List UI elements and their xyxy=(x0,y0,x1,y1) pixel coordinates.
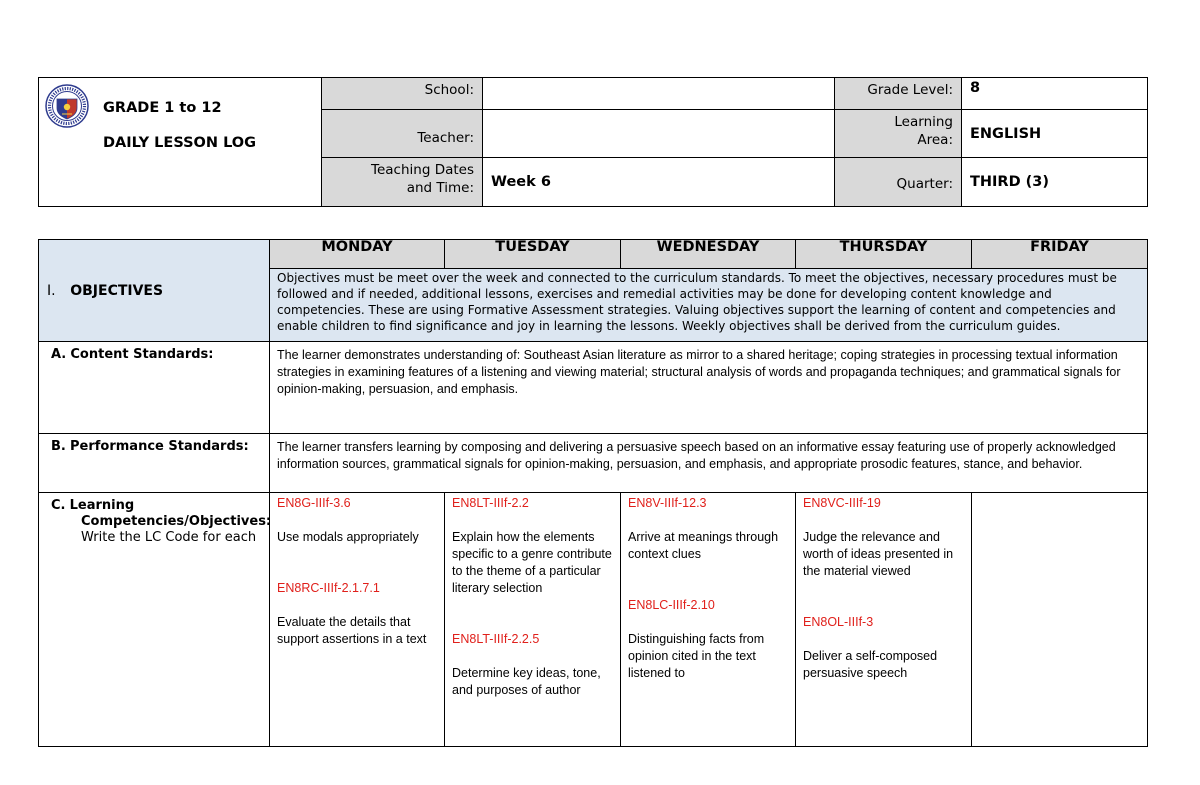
content-standards-title: Content Standards: xyxy=(70,347,214,362)
day-header-wednesday: WEDNESDAY xyxy=(621,240,796,269)
lc-code: EN8V-IIIf-12.3 xyxy=(628,496,707,510)
day-header-thursday: THURSDAY xyxy=(796,240,972,269)
teacher-field[interactable] xyxy=(483,110,835,158)
teaching-dates-field[interactable]: Week 6 xyxy=(483,158,835,207)
title-line-1: GRADE 1 to 12 xyxy=(103,100,222,116)
lc-code: EN8RC-IIIf-2.1.7.1 xyxy=(277,581,380,595)
objectives-heading xyxy=(39,240,270,342)
content-standards-letter: A. xyxy=(51,347,67,362)
content-standards-label xyxy=(39,342,270,434)
content-standards-text: The learner demonstrates understanding of: Southeast Asian literature as mirror to a shared heritage; coping strategies in processing textual information strategies in examining features of a listening and viewing material; structural analysis of words and propaganda techniques; and grammatical signals for opinion-making, persuasion, and emphasis. xyxy=(270,342,1148,434)
performance-standards-letter: B. xyxy=(51,439,66,454)
objectives-description: Objectives must be meet over the week and connected to the curriculum standards. To meet the objectives, necessary procedures must be followed and if needed, additional lessons, exercises and remedial activities may be done for developing content knowledge and competencies. These are using Formative Assessment strategies. Valuing objectives support the learning of content and competencies and enable children to find significance and joy in learning the lessons. Weekly objectives shall be derived from the curriculum guides. xyxy=(270,269,1148,342)
competencies-thursday xyxy=(796,493,972,747)
lc-text: Explain how the elements specific to a genre contribute to the theme of a particular literary selection xyxy=(452,530,612,595)
title-cell xyxy=(39,78,322,207)
learning-area-label-line2: Area: xyxy=(917,132,953,148)
learning-area-label xyxy=(835,110,962,158)
performance-standards-label xyxy=(39,434,270,493)
lc-text: Determine key ideas, tone, and purposes of author xyxy=(452,666,601,697)
competencies-tuesday xyxy=(445,493,621,747)
performance-standards-title: Performance Standards: xyxy=(70,439,249,454)
lc-text: Judge the relevance and worth of ideas presented in the material viewed xyxy=(803,530,954,578)
objectives-title: OBJECTIVES xyxy=(70,282,164,299)
deped-seal-icon xyxy=(45,84,89,128)
day-header-tuesday: TUESDAY xyxy=(445,240,621,269)
competencies-title-line1: Learning xyxy=(69,498,135,513)
grade-level-field[interactable]: 8 xyxy=(962,78,1148,110)
performance-standards-text: The learner transfers learning by composing and delivering a persuasive speech based on an informative essay featuring use of properly acknowledged information sources, grammatical signals for opinion-making, persuasion, and emphasis, and appropriate prosodic features, stance, and behavior. xyxy=(270,434,1148,493)
competencies-letter: C. xyxy=(51,498,66,513)
school-field[interactable] xyxy=(483,78,835,110)
competencies-instruction: Write the LC Code for each xyxy=(81,530,257,545)
lc-text: Arrive at meanings through context clues xyxy=(628,530,779,561)
competencies-monday xyxy=(270,493,445,747)
competencies-title-line2: Competencies/Objectives: xyxy=(81,514,272,529)
lc-text: Use modals appropriately xyxy=(277,530,419,544)
quarter-field[interactable]: THIRD (3) xyxy=(962,158,1148,207)
day-header-monday: MONDAY xyxy=(270,240,445,269)
teaching-dates-label xyxy=(322,158,483,207)
lc-code: EN8LT-IIIf-2.2 xyxy=(452,496,529,510)
learning-area-field[interactable]: ENGLISH xyxy=(962,110,1148,158)
lc-code: EN8LC-IIIf-2.10 xyxy=(628,598,715,612)
grade-level-label: Grade Level: xyxy=(835,78,962,110)
teaching-dates-label-line2: and Time: xyxy=(406,180,474,196)
lesson-log-table xyxy=(38,239,1148,747)
competencies-label xyxy=(39,493,270,747)
lc-text: Evaluate the details that support assertions in a text xyxy=(277,615,427,646)
learning-area-label-line1: Learning xyxy=(894,114,953,130)
quarter-label: Quarter: xyxy=(835,158,962,207)
title-line-2: DAILY LESSON LOG xyxy=(103,135,257,151)
lc-code: EN8VC-IIIf-19 xyxy=(803,496,881,510)
lc-text: Distinguishing facts from opinion cited in the text listened to xyxy=(628,632,765,680)
header-table xyxy=(38,77,1148,207)
day-header-friday: FRIDAY xyxy=(972,240,1148,269)
teacher-label: Teacher: xyxy=(322,110,483,158)
competencies-friday xyxy=(972,493,1148,747)
lc-code: EN8LT-IIIf-2.2.5 xyxy=(452,632,540,646)
lc-code: EN8OL-IIIf-3 xyxy=(803,615,874,629)
objectives-number: I. xyxy=(47,282,56,299)
teaching-dates-label-line1: Teaching Dates xyxy=(371,162,474,178)
lc-text: Deliver a self-composed persuasive speech xyxy=(803,649,938,680)
school-label: School: xyxy=(322,78,483,110)
lc-code: EN8G-IIIf-3.6 xyxy=(277,496,351,510)
competencies-wednesday xyxy=(621,493,796,747)
